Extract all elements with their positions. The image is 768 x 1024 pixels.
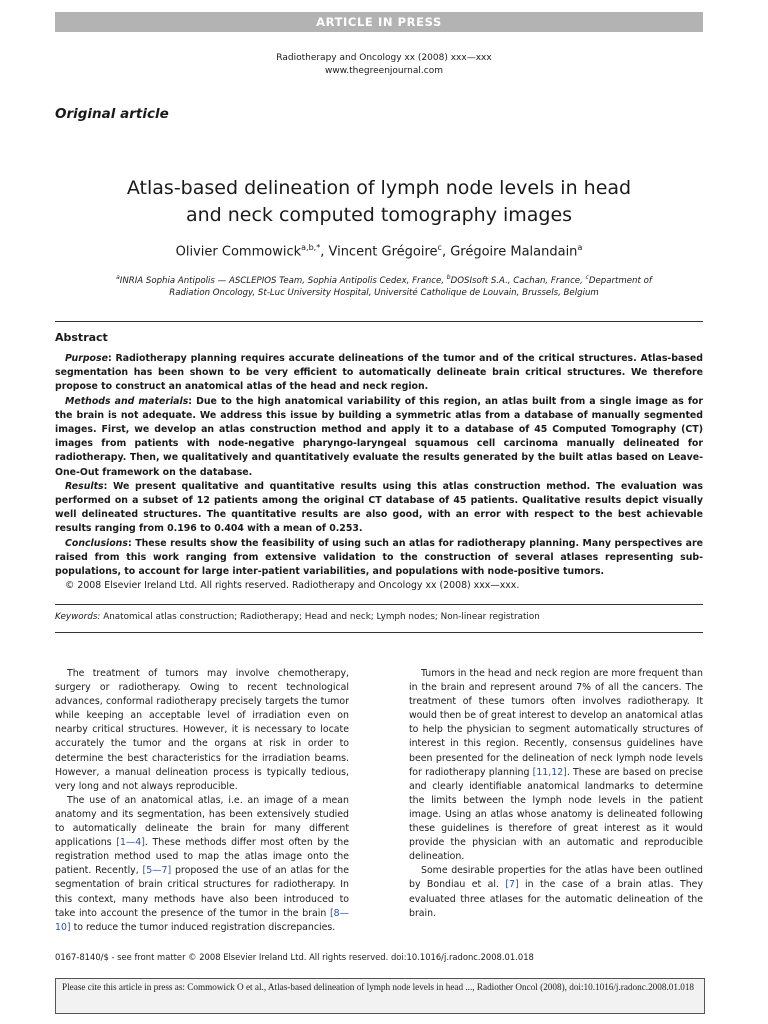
abstract-purpose-text: : Radiotherapy planning requires accurate delineations of the tumor and of the critical structures. Atlas-based segmentation has been shown to be very efficient to automatically delineate brain critical structures. We therefore propose to construct an anatomical atlas of the head and neck region. xyxy=(55,353,703,393)
keywords-label: Keywords: xyxy=(55,612,101,622)
body-paragraph: The treatment of tumors may involve chemotherapy, surgery or radiotherapy. Owing to recent technological advances, conformal radiotherapy precisely targets the tumor while keeping an acceptable level of irradiation even on nearby critical structures. However, it is necessary to locate accurately the tumor and the organs at risk in order to determine the best characteristics for the irradiation beams. However, a manual delineation process is typically tedious, very long and not always reproducible. xyxy=(55,668,349,792)
abstract-results xyxy=(55,480,703,537)
author-name: Olivier Commowick xyxy=(175,244,302,260)
affiliation-text: DOSIsoft S.A., Cachan, France, xyxy=(450,275,586,286)
reference-link[interactable]: [8—10] xyxy=(55,907,349,933)
body-paragraph xyxy=(409,864,703,920)
affiliations-line-1 xyxy=(80,274,688,286)
keywords-bottom-rule xyxy=(55,632,703,633)
abstract-methods-text: : Due to the high anatomical variability of this region, an atlas built from a single image as for the brain is not adequate. We address this issue by building a symmetric atlas from a database of manually segmented images. First, we develop an atlas construction method and apply it to a database of 45 Computed Tomography (CT) images from patients with node-negative pharyngo-laryngeal squamous cell carcinoma manually delineated for radiotherapy. Then, we qualitatively and quantitatively evaluate the results generated by the built atlas based on Leave-One-Out framework on the database. xyxy=(55,395,703,478)
article-title-line-1: Atlas-based delineation of lymph node levels in head xyxy=(126,177,632,199)
body-text: in the case of a brain atlas. They evaluated three atlases for the automatic delineation of the brain. xyxy=(409,879,703,919)
author-affiliation-marker: c xyxy=(437,243,442,252)
abstract-methods xyxy=(55,395,703,480)
affiliation-text: INRIA Sophia Antipolis — ASCLEPIOS Team, Sophia Antipolis Cedex, France, xyxy=(119,275,447,286)
author-name: Vincent Grégoire xyxy=(328,244,438,260)
body-text: The use of an anatomical atlas, i.e. an image of a mean anatomy and its segmentation, has been extensively studied to automatically delineate the brain for many different applications xyxy=(55,794,349,849)
article-title-line-2: and neck computed tomography images xyxy=(185,204,573,226)
affiliations-line-2: Radiation Oncology, St-Luc University Hospital, Université Catholique de Louvain, Brussels, Belgium xyxy=(169,288,599,298)
abstract-copyright: © 2008 Elsevier Ireland Ltd. All rights reserved. Radiotherapy and Oncology xx (2008) xxx—xxx. xyxy=(65,580,520,592)
abstract-results-text: : We present qualitative and quantitative results using this atlas construction method. The evaluation was performed on a subset of 12 patients among the original CT database of 45 patients. Qualitative results depict visually well delineated structures. The quantitative results are also good, with an error with respect to the best achievable results ranging from 0.196 to 0.404 with a mean of 0.253. xyxy=(55,480,703,535)
affiliation-marker: b xyxy=(446,274,451,281)
abstract-top-rule xyxy=(55,321,703,322)
author-affiliation-marker: a xyxy=(577,243,583,252)
keywords xyxy=(55,612,703,622)
author-name: Grégoire Malandain xyxy=(450,244,578,260)
body-text: Tumors in the head and neck region are more frequent than in the brain and represent around 7% of all the cancers. The treatment of these tumors often involves radiotherapy. It would then be of great interest to develop an anatomical atlas to help the physician to segment automatically structures of interest in this region. Recently, consensus guidelines have been presented for the delineation of neck lymph node levels for radiotherapy planning xyxy=(409,668,703,778)
abstract-heading: Abstract xyxy=(55,331,108,344)
author-separator: , xyxy=(441,244,451,260)
author-list xyxy=(55,243,703,259)
affiliation-marker: a xyxy=(116,274,120,281)
body-paragraph xyxy=(55,794,349,935)
keywords-top-rule xyxy=(55,604,703,605)
abstract-purpose xyxy=(55,352,703,395)
reference-link[interactable]: [7] xyxy=(505,879,519,891)
reference-link[interactable]: [11,12] xyxy=(532,766,567,778)
keywords-text: Anatomical atlas construction; Radiotherapy; Head and neck; Lymph nodes; Non-linear registration xyxy=(100,612,540,622)
body-text: Some desirable properties for the atlas have been outlined by Bondiau et al. xyxy=(409,865,703,891)
body-column-left xyxy=(55,667,349,935)
journal-citation: Radiotherapy and Oncology xx (2008) xxx—xxx xyxy=(276,53,492,63)
body-column-right xyxy=(409,667,703,921)
journal-website[interactable]: www.thegreenjournal.com xyxy=(325,66,443,76)
body-paragraph xyxy=(409,667,703,864)
citation-box: Please cite this article in press as: Commowick O et al., Atlas-based delineation of lymph node levels in head ..., Radiother Oncol (2008), doi:10.1016/j.radonc.2008.01.018 xyxy=(55,978,705,1014)
affiliation-marker: c xyxy=(585,274,589,281)
author-separator: , xyxy=(320,244,329,260)
author-affiliation-marker: a,b,* xyxy=(301,243,321,252)
affiliation-text: Department of xyxy=(588,275,652,286)
abstract-body xyxy=(55,352,703,593)
abstract-conclusions-text: : These results show the feasibility of using such an atlas for radiotherapy planning. Many perspectives are raised from this work ranging from extensive validation to the construction of several atlases representing sub-populations, to account for large inter-patient variabilities, and populations with node-positive tumors. xyxy=(55,537,703,578)
article-in-press-banner: ARTICLE IN PRESS xyxy=(55,12,703,32)
body-text: . These methods differ most often by the registration method used to map the atlas image onto the patient. Recently, xyxy=(55,837,349,877)
reference-link[interactable]: [1—4] xyxy=(116,837,145,849)
body-text: . These are based on precise and clearly identifiable anatomical landmarks to determine the limits between the lymph node levels in the patient image. Using an atlas whose anatomy is delineated following these guidelines is therefore of great interest as it would provide the physician with an automatic and reproducible delineation. xyxy=(409,766,704,863)
abstract-methods-label: Methods and materials xyxy=(65,395,189,407)
body-text: to reduce the tumor induced registration discrepancies. xyxy=(70,921,336,933)
article-type: Original article xyxy=(55,106,169,122)
reference-link[interactable]: [5—7] xyxy=(142,865,172,877)
abstract-conclusions xyxy=(55,537,703,580)
front-matter-footer: 0167-8140/$ - see front matter © 2008 Elsevier Ireland Ltd. All rights reserved. doi:10.1016/j.radonc.2008.01.018 xyxy=(55,952,534,962)
abstract-results-label: Results xyxy=(65,480,104,492)
abstract-conclusions-label: Conclusions xyxy=(65,537,128,549)
abstract-purpose-label: Purpose xyxy=(65,353,108,364)
body-text: proposed the use of an atlas for the segmentation of brain critical structures for radiotherapy. In this context, many methods have also been introduced to take into account the presence of the tumor in the brain xyxy=(55,865,349,919)
